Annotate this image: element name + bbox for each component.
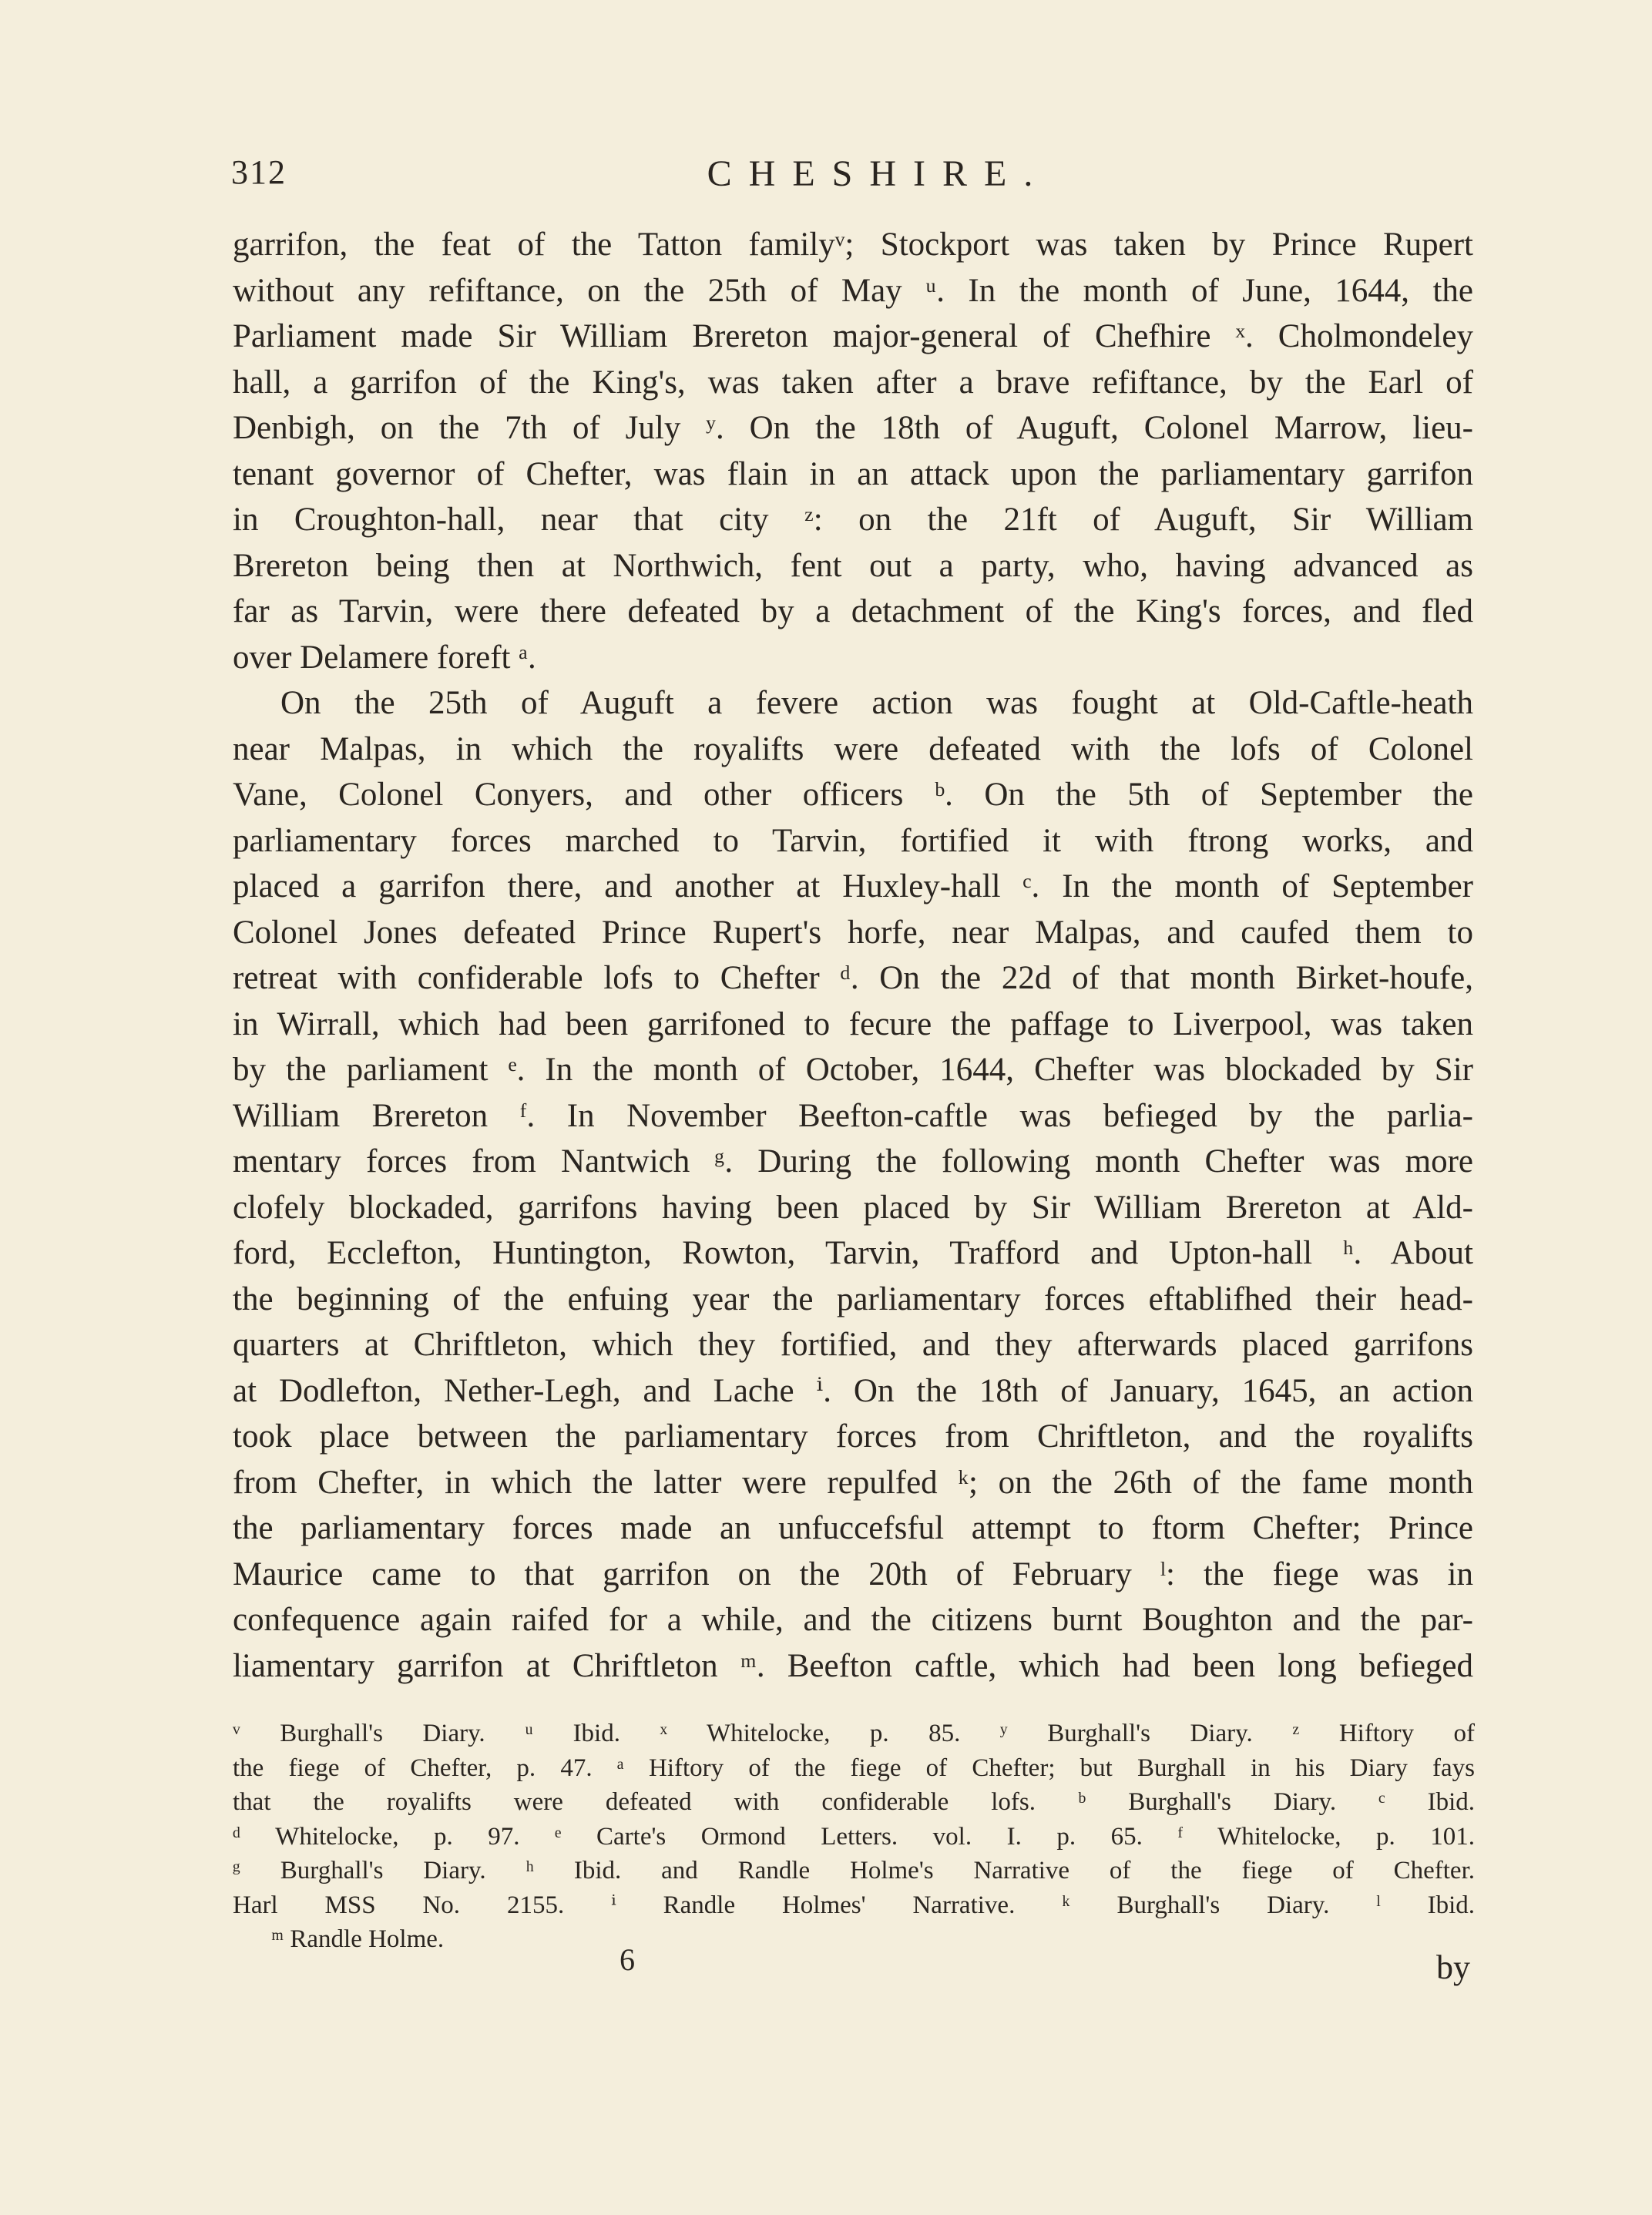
footnote-line: that the royalifts were defeated with confiderable lofs. ᵇ Burghall's Diary. ᶜ Ibid. xyxy=(233,1788,1475,1816)
body-line: the beginning of the enfuing year the parliamentary forces eftablifhed their head- xyxy=(233,1280,1473,1317)
body-line: garrifon, the feat of the Tatton familyᵛ; Stockport was taken by Prince Rupert xyxy=(233,227,1473,263)
footnote-line: ᵛ Burghall's Diary. ᵘ Ibid. ˣ Whitelocke, p. 85. ʸ Burghall's Diary. ᶻ Hiftory of xyxy=(233,1720,1475,1747)
catchword: by xyxy=(1436,1948,1470,1986)
footnote-line: ᵈ Whitelocke, p. 97. ᵉ Carte's Ormond Letters. vol. I. p. 65. ᶠ Whitelocke, p. 101. xyxy=(233,1822,1475,1851)
body-line: in Wirrall, which had been garrifoned to fecure the paffage to Liverpool, was taken xyxy=(233,1005,1473,1042)
body-line: near Malpas, in which the royalifts were defeated with the lofs of Colonel xyxy=(233,730,1473,767)
body-line: without any refiftance, on the 25th of May ᵘ. In the month of June, 1644, the xyxy=(233,272,1473,309)
body-line: Parliament made Sir William Brereton major-general of Chefhire ˣ. Cholmondeley xyxy=(233,318,1473,354)
body-line: quarters at Chriftleton, which they fortified, and they afterwards placed garrifons xyxy=(233,1327,1473,1363)
body-line: hall, a garrifon of the King's, was taken after a brave refiftance, by the Earl of xyxy=(233,364,1473,401)
body-text xyxy=(233,222,1473,1689)
footnotes xyxy=(233,1717,1475,1957)
body-line: Denbigh, on the 7th of July ʸ. On the 18th of Auguft, Colonel Marrow, lieu- xyxy=(233,410,1473,446)
signature-mark: 6 xyxy=(620,1942,635,1977)
body-line: placed a garrifon there, and another at Huxley-hall ᶜ. In the month of September xyxy=(233,868,1473,904)
body-line: William Brereton ᶠ. In November Beefton-caftle was befieged by the parlia- xyxy=(233,1097,1473,1134)
body-line: from Chefter, in which the latter were repulfed ᵏ; on the 26th of the fame month xyxy=(233,1464,1473,1501)
footnote-line: Harl MSS No. 2155. ⁱ Randle Holmes' Narrative. ᵏ Burghall's Diary. ˡ Ibid. xyxy=(233,1891,1475,1919)
body-line: mentary forces from Nantwich ᵍ. During the following month Chefter was more xyxy=(233,1143,1473,1180)
body-line: in Croughton-hall, near that city ᶻ: on the 21ft of Auguft, Sir William xyxy=(233,502,1473,538)
footnote-line: ᵐ Randle Holme. xyxy=(271,1925,445,1953)
body-line: On the 25th of Auguft a fevere action was fought at Old-Caftle-heath xyxy=(280,685,1473,721)
body-line: ford, Ecclefton, Huntington, Rowton, Tarvin, Trafford and Upton-hall ʰ. About xyxy=(233,1235,1473,1271)
body-line: took place between the parliamentary forces from Chriftleton, and the royalifts xyxy=(233,1418,1473,1455)
body-line: Maurice came to that garrifon on the 20th of February ˡ: the fiege was in xyxy=(233,1556,1473,1592)
body-line: Brereton being then at Northwich, fent out a party, who, having advanced as xyxy=(233,547,1473,584)
footnote-line: ᵍ Burghall's Diary. ʰ Ibid. and Randle Holme's Narrative of the fiege of Chefter. xyxy=(233,1857,1475,1884)
body-line: parliamentary forces marched to Tarvin, fortified it with ftrong works, and xyxy=(233,822,1473,859)
body-line: at Dodlefton, Nether-Legh, and Lache ⁱ. On the 18th of January, 1645, an action xyxy=(233,1372,1473,1409)
page-number: 312 xyxy=(231,153,287,191)
body-line: by the parliament ᵉ. In the month of October, 1644, Chefter was blockaded by Sir xyxy=(233,1052,1473,1088)
body-line: the parliamentary forces made an unfuccefsful attempt to ftorm Chefter; Prince xyxy=(233,1510,1473,1546)
body-line: liamentary garrifon at Chriftleton ᵐ. Beefton caftle, which had been long befieged xyxy=(233,1647,1473,1684)
footnote-line: the fiege of Chefter, p. 47. ᵃ Hiftory of the fiege of Chefter; but Burghall in his Diary fays xyxy=(233,1754,1475,1782)
body-line: far as Tarvin, were there defeated by a detachment of the King's forces, and fled xyxy=(233,593,1473,629)
page-header xyxy=(231,153,1479,199)
body-line: over Delamere foreft ᵃ. xyxy=(233,639,536,676)
body-line: Vane, Colonel Conyers, and other officers ᵇ. On the 5th of September the xyxy=(233,777,1473,813)
body-line: retreat with confiderable lofs to Chefter ᵈ. On the 22d of that month Birket-houfe, xyxy=(233,960,1473,996)
body-line: Colonel Jones defeated Prince Rupert's horfe, near Malpas, and caufed them to xyxy=(233,914,1473,951)
running-title: CHESHIRE. xyxy=(707,153,1050,194)
body-line: clofely blockaded, garrifons having been placed by Sir William Brereton at Ald- xyxy=(233,1189,1473,1226)
body-line: tenant governor of Chefter, was flain in an attack upon the parliamentary garrifon xyxy=(233,455,1473,492)
body-line: confequence again raifed for a while, and the citizens burnt Boughton and the par- xyxy=(233,1602,1473,1638)
